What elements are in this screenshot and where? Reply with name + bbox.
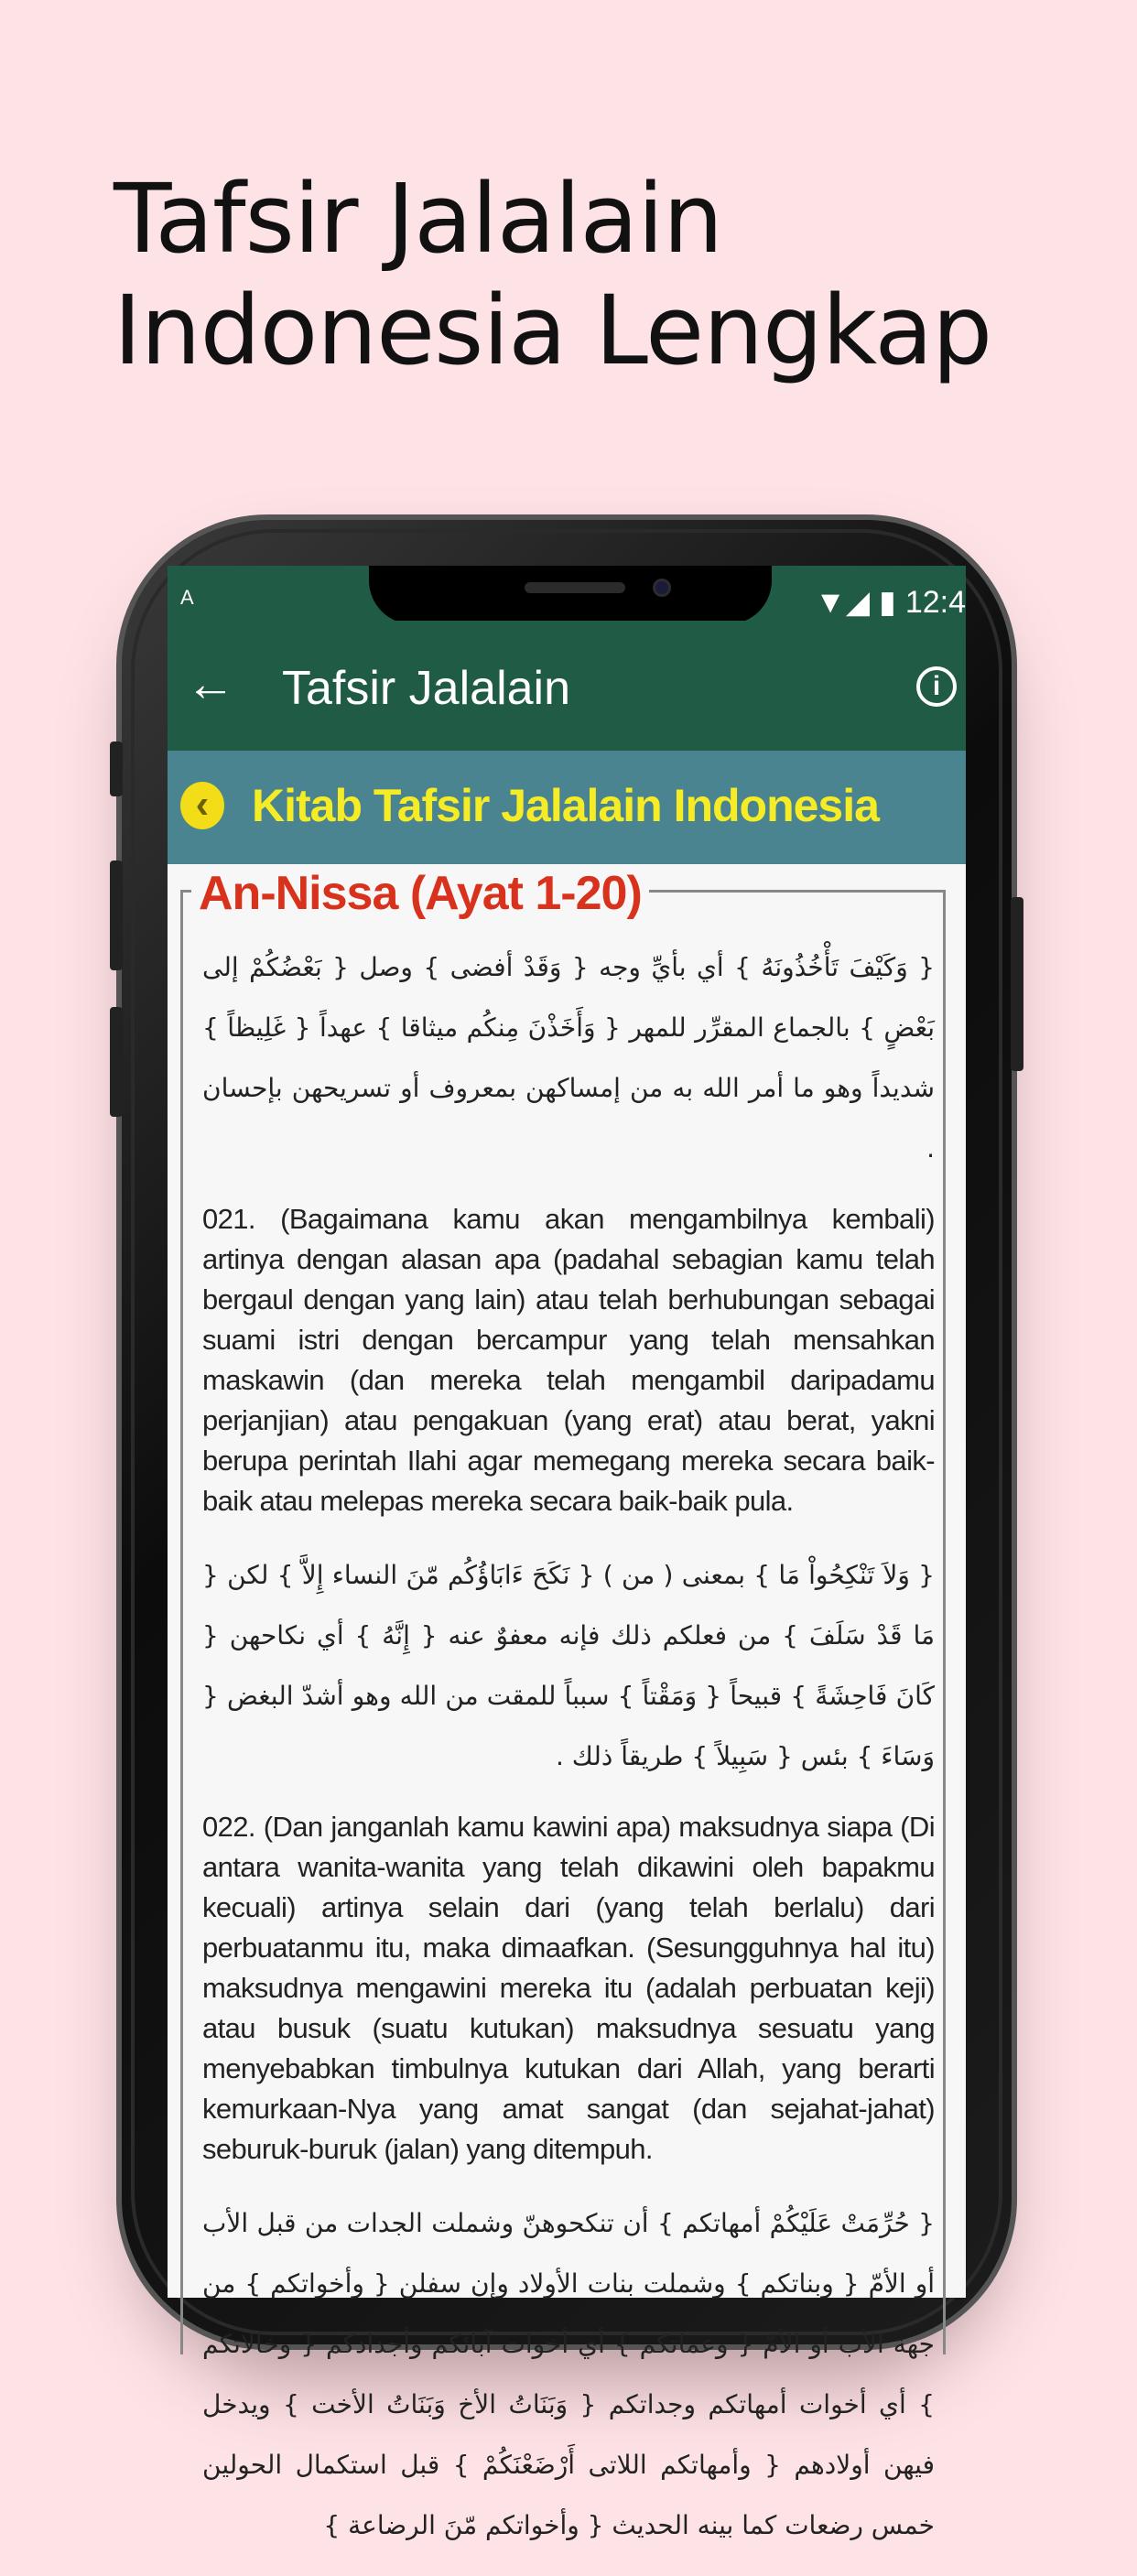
promo-title-line2: Indonesia Lengkap xyxy=(114,275,992,386)
arabic-paragraph: { وَكَيْفَ تَأْخُذُونَهُ } أي بأيِّ وجه { وَقَدْ أفضى } وصل { بَعْضُكُمْ إلى بَعْضٍ } بالجماع المقرِّر للمهر { وَأَخَذْنَ مِنكُم ميثاقا } عهداً { غَلِيظاً } شديداً وهو ما أمر الله به من إمساكهن بمعروف أو تسريحهن بإحسان . xyxy=(202,952,935,1164)
promo-title-line1: Tafsir Jalalain xyxy=(114,163,723,275)
status-icons xyxy=(815,584,966,621)
chevron-left-icon[interactable]: ‹ xyxy=(180,782,224,829)
translation-paragraph: 021. (Bagaimana kamu akan mengambilnya kembali) artinya dengan alasan apa (padahal sebagian kamu telah bergaul dengan yang lain) atau telah berhubungan sebagai suami istri dengan bercampur yang telah mensahkan maskawin (dan mereka telah mengambil daripadamu perjanjian) atau pengakuan (yang erat) atau berat, yakni berupa perintah Ilahi agar memegang mereka secara baik-baik atau melepas mereka secara baik-baik pula. xyxy=(202,1203,935,1517)
phone-volume-up xyxy=(110,860,123,970)
book-banner xyxy=(168,751,966,864)
status-app-icon: A xyxy=(180,586,194,609)
banner-title: Kitab Tafsir Jalalain Indonesia xyxy=(252,780,879,831)
front-camera xyxy=(653,579,671,597)
phone-volume-down xyxy=(110,1007,123,1117)
arabic-paragraph: { حُرِّمَتْ عَلَيْكُمْ أمهاتكم } أن تنكحوهنّ وشملت الجدات من قبل الأب أو الأمّ { وبناتكم } وشملت بنات الأولاد وإن سفلن { وأخواتكم } من جهة الأب أو الأمّ { وعماتكم } أي أخوات آبائكم وأجدادكم { وخالاتكم } أي أخوات أمهاتكم وجداتكم { وَبَنَاتُ الأخ وَبَنَاتُ الأخت } ويدخل فيهن أولادهم { وأمهاتكم اللاتى أَرْضَعْنَكُمْ } قبل استكمال الحولين خمس رضعات كما بينه الحديث { وأخواتكم مّنَ الرضاعة } xyxy=(202,2208,935,2540)
arrow-left-icon[interactable]: ← xyxy=(186,656,235,711)
tafsir-content[interactable] xyxy=(168,864,966,2540)
surah-title: An-Nissa (Ayat 1-20) xyxy=(191,864,649,923)
tafsir-body xyxy=(202,937,935,2576)
phone-notch xyxy=(369,566,772,624)
phone-power-button xyxy=(1011,897,1023,1071)
signal-icon: ▼◢ xyxy=(815,585,871,620)
info-icon[interactable]: i xyxy=(916,666,957,707)
arabic-paragraph: { وَلاَ تَنْكِحُواْ مَا } بمعنى ( من ) { نَكَحَ ءَابَاؤُكُم مّنَ النساء إِلاَّ } لكن { مَا قَدْ سَلَفَ } من فعلكم ذلك فإنه معفوٌ عنه { إِنَّهُ } أي نكاحهن { كَانَ فَاحِشَةً } قبيحاً { وَمَقْتاً } سبباً للمقت من الله وهو أشدّ البغض { وَسَاءَ } بئس { سَبِيلاً } طريقاً ذلك . xyxy=(202,1560,935,1771)
battery-icon: ▮ xyxy=(879,585,896,620)
translation-paragraph: 022. (Dan janganlah kamu kawini apa) maksudnya siapa (Di antara wanita-wanita yang telah dikawini oleh bapakmu kecuali) artinya selain dari (yang telah berlalu) dari perbuatanmu itu, maka dimaafkan. (Sesungguhnya hal itu) maksudnya mengawini mereka itu (adalah perbuatan keji) atau busuk (suatu kutukan) maksudnya sesuatu yang menyebabkan timbulnya kutukan dari Allah, yang berarti kemurkaan-Nya yang amat sangat (dan sejahat-jahat) seburuk-buruk (jalan) yang ditempuh. xyxy=(202,1811,935,2165)
speaker-grille xyxy=(525,582,625,593)
phone-side-button xyxy=(110,741,123,796)
phone-screen xyxy=(168,566,966,2540)
app-bar-title: Tafsir Jalalain xyxy=(282,662,571,715)
status-time: 12:4 xyxy=(904,584,966,620)
promo-title xyxy=(114,163,991,386)
app-bar xyxy=(168,621,966,751)
